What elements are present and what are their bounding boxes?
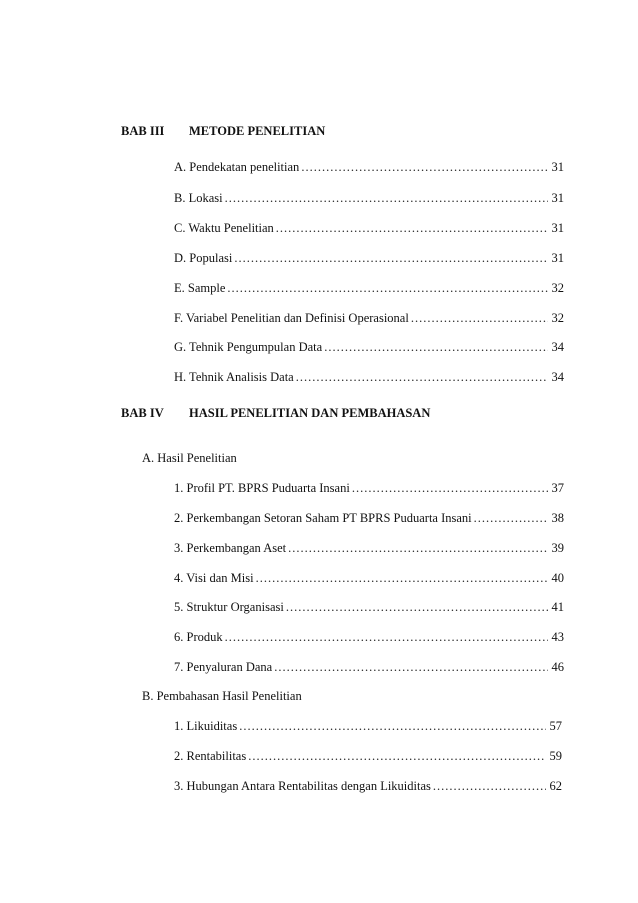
entry-label: 4. Visi dan Misi [174, 571, 254, 585]
entry-label: D. Populasi [174, 251, 233, 265]
entry-page: 31 [551, 160, 564, 174]
leader-dots [411, 311, 548, 326]
entry-label: B. Lokasi [174, 191, 223, 205]
toc-entry[interactable] [174, 779, 562, 794]
entry-page: 31 [551, 251, 564, 265]
leader-dots [352, 481, 548, 496]
chapter-bab-iv [121, 406, 430, 421]
entry-label: 3. Perkembangan Aset [174, 541, 287, 555]
section-heading: B. Pembahasan Hasil Penelitian [142, 689, 302, 703]
chapter-number: BAB III [121, 124, 165, 138]
entry-label: E. Sample [174, 281, 226, 295]
leader-dots [225, 191, 548, 206]
leader-dots [256, 571, 548, 586]
entry-page: 40 [551, 571, 564, 585]
leader-dots [433, 779, 546, 794]
toc-entry[interactable] [174, 630, 564, 645]
entry-page: 46 [551, 660, 564, 674]
entry-page: 31 [551, 191, 564, 205]
entry-page: 32 [551, 281, 564, 295]
chapter-number: BAB IV [121, 406, 164, 420]
chapter-title: HASIL PENELITIAN DAN PEMBAHASAN [189, 406, 431, 420]
entry-label: G. Tehnik Pengumpulan Data [174, 340, 323, 354]
chapter-title: METODE PENELITIAN [189, 124, 326, 138]
toc-entry[interactable] [174, 660, 564, 675]
entry-page: 43 [551, 630, 564, 644]
leader-dots [225, 630, 548, 645]
toc-entry[interactable] [174, 749, 562, 764]
toc-entry[interactable] [174, 340, 564, 355]
leader-dots [288, 541, 547, 556]
entry-page: 57 [549, 719, 562, 733]
toc-entry[interactable] [174, 160, 564, 175]
entry-label: A. Pendekatan penelitian [174, 160, 300, 174]
entry-page: 41 [551, 600, 564, 614]
leader-dots [301, 160, 547, 175]
entry-label: 1. Profil PT. BPRS Puduarta Insani [174, 481, 350, 495]
entry-page: 37 [551, 481, 564, 495]
chapter-bab-iii [121, 124, 325, 139]
toc-entry[interactable] [174, 719, 562, 734]
toc-entry[interactable] [174, 511, 564, 526]
leader-dots [474, 511, 548, 526]
leader-dots [274, 660, 547, 675]
toc-entry[interactable] [174, 571, 564, 586]
leader-dots [276, 221, 548, 236]
entry-label: C. Waktu Penelitian [174, 221, 274, 235]
toc-entry[interactable] [174, 281, 564, 296]
entry-page: 32 [551, 311, 564, 325]
leader-dots [324, 340, 547, 355]
toc-entry[interactable] [174, 481, 564, 496]
leader-dots [286, 600, 548, 615]
toc-entry[interactable] [174, 191, 564, 206]
entry-label: 2. Perkembangan Setoran Saham PT BPRS Puduarta Insani [174, 511, 472, 525]
entry-label: F. Variabel Penelitian dan Definisi Operasional [174, 311, 409, 325]
toc-entry[interactable] [174, 370, 564, 385]
entry-label: 6. Produk [174, 630, 223, 644]
entry-label: H. Tehnik Analisis Data [174, 370, 294, 384]
leader-dots [239, 719, 545, 734]
entry-label: 1. Likuiditas [174, 719, 238, 733]
entry-page: 38 [551, 511, 564, 525]
entry-page: 31 [551, 221, 564, 235]
leader-dots [234, 251, 547, 266]
entry-page: 39 [551, 541, 564, 555]
leader-dots [227, 281, 547, 296]
toc-entry[interactable] [174, 541, 564, 556]
entry-page: 34 [551, 340, 564, 354]
leader-dots [248, 749, 545, 764]
entry-page: 59 [549, 749, 562, 763]
toc-entry[interactable] [174, 251, 564, 266]
leader-dots [296, 370, 548, 385]
entry-label: 7. Penyaluran Dana [174, 660, 273, 674]
entry-label: 5. Struktur Organisasi [174, 600, 284, 614]
entry-page: 62 [549, 779, 562, 793]
entry-label: 2. Rentabilitas [174, 749, 247, 763]
toc-entry[interactable] [174, 221, 564, 236]
toc-entry[interactable] [174, 600, 564, 615]
entry-label: 3. Hubungan Antara Rentabilitas dengan Likuiditas [174, 779, 431, 793]
toc-entry[interactable] [174, 311, 564, 326]
entry-page: 34 [551, 370, 564, 384]
section-heading: A. Hasil Penelitian [142, 451, 237, 465]
